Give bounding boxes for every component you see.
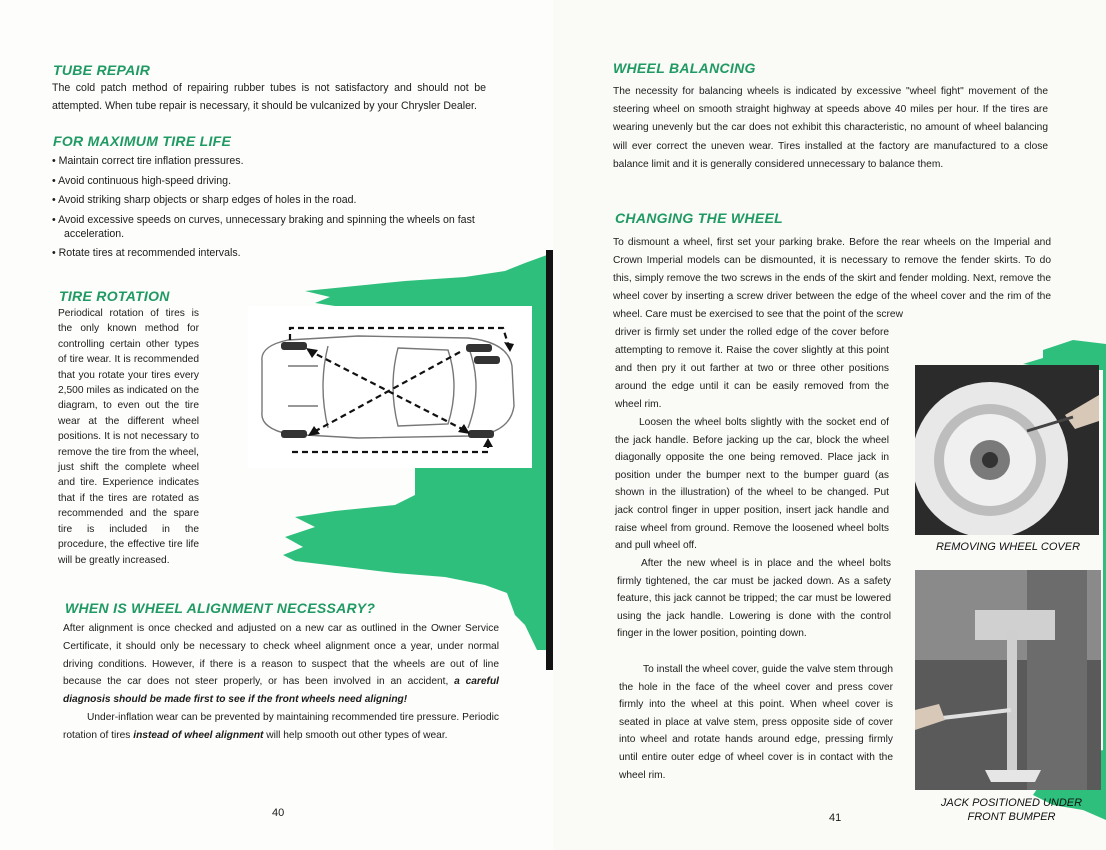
- page-number-right: 41: [829, 812, 842, 824]
- list-item: • Avoid continuous high-speed driving.: [52, 174, 232, 187]
- right-page: [553, 0, 1106, 850]
- wheel-alignment-text: After alignment is once checked and adjusted on a new car as outlined in the Owner Service Certificate, it should only be necessary to check wheel alignment once a year, under normal driving conditions. However, if there is a reason to suspect that the wheels are out of line because the car does not steer properly, or has been involved in an accident, a careful diagnosis should be made first to see if the front wheels need aligning! Under-inflation wear can be prevented by maintaining recommended tire pressure. Periodic rotation of tires instead of wheel alignment will help smooth out other types of wear.: [63, 623, 499, 741]
- changing-wheel-heading: CHANGING THE WHEEL: [615, 210, 783, 226]
- jack-caption-line-2: FRONT BUMPER: [967, 811, 1056, 823]
- wheel-balancing-text: The necessity for balancing wheels is indicated by excessive "wheel fight" movement of the steering wheel on smooth straight highway at speeds above 40 miles per hour. If the tires are wearing unevenly but the car does not exhibit this characteristic, no amount of wheel balancing will ever correct the uneven wear. Tires installed at the factory are manufactured to a close balance limit and it is generally considered unnecessary to balance them.: [613, 86, 1048, 170]
- tire-rotation-text: Periodical rotation of tires is the only known method for controlling certain other types of tire wear. It is recommended that you rotate your tires every 2,500 miles as indicated on the diagram, to even out the tire wear at the different wheel positions. It is not necessary to remove the tire from the wheel, just shift the complete wheel and tire. Experience indicates that if the tires are rotated as recommended and the spare tire is included in the procedure, the effective tire life will be greatly increased.: [58, 308, 199, 566]
- list-item: • Avoid striking sharp objects or sharp edges of holes in the road.: [52, 194, 357, 207]
- max-tire-life-heading: FOR MAXIMUM TIRE LIFE: [53, 133, 232, 149]
- max-tire-life-list: [52, 154, 492, 266]
- changing-wheel-para-1-cont: driver is firmly set under the rolled edge of the cover before attempting to remove it. Raise the cover slightly at this point and then pry it out farther at two or three other positions around the edge until it can be easily removed from the wheel rim.: [615, 327, 889, 410]
- wheel-balancing-heading: WHEEL BALANCING: [613, 60, 756, 76]
- changing-wheel-para-1: To dismount a wheel, first set your parking brake. Before the rear wheels on the Imperial and Crown Imperial models can be dismounted, it is necessary to remove the fender skirts. To do this, simply remove the two screws in the ends of the skirt and fender molding. Next, remove the wheel cover by inserting a screw driver between the edge of the wheel cover and the rim of the wheel. Care must be exercised to see that the point of the screw: [613, 237, 1051, 320]
- list-item: • Avoid excessive speeds on curves, unnecessary braking and spinning the wheels on fast acceleration.: [52, 213, 475, 240]
- jack-caption-line-1: JACK POSITIONED UNDER: [940, 797, 1083, 809]
- changing-wheel-para-4: To install the wheel cover, guide the valve stem through the hole in the face of the wheel cover and press cover firmly into the wheel at this point. When wheel cover is seated in place at valve stem, press opposite side of cover into wheel and rotate hands around edge, pressing firmly until entire outer edge of wheel cover is in contact with the wheel rim.: [619, 664, 893, 781]
- jack-positioned-photo: [915, 570, 1101, 790]
- removing-wheel-cover-photo: [915, 365, 1099, 535]
- tire-rotation-heading: TIRE ROTATION: [59, 288, 170, 304]
- changing-wheel-para-2: Loosen the wheel bolts slightly with the socket end of the jack handle. Before jacking up the car, block the wheel diagonally opposite the one being removed. Place jack in position under the bumper next to the bumper guard (as shown in the illustration) of the wheel to be changed. Put jack control finger in upper position, insert jack handle and raise wheel from ground. Remove the loosened wheel bolts and pull wheel off.: [615, 417, 889, 552]
- list-item: • Maintain correct tire inflation pressures.: [52, 155, 244, 167]
- tire-rotation-diagram: [248, 306, 532, 468]
- page-number-left: 40: [272, 807, 285, 819]
- tube-repair-text: The cold patch method of repairing rubber tubes is not satisfactory and should not be attempted. When tube repair is necessary, it should be vulcanized by your Chrysler Dealer.: [52, 82, 486, 112]
- tube-repair-heading: TUBE REPAIR: [53, 62, 151, 78]
- list-item: • Rotate tires at recommended intervals.: [52, 247, 241, 260]
- wheel-alignment-heading: WHEN IS WHEEL ALIGNMENT NECESSARY?: [65, 600, 376, 616]
- removing-wheel-cover-caption: REMOVING WHEEL COVER: [935, 541, 1081, 553]
- changing-wheel-para-3: After the new wheel is in place and the wheel bolts firmly tightened, the car must be jacked down. As a safety feature, this jack cannot be tripped; the car must be lowered using the jack handle. Lowering is done with the control finger in the lower position, pointing down.: [617, 558, 891, 640]
